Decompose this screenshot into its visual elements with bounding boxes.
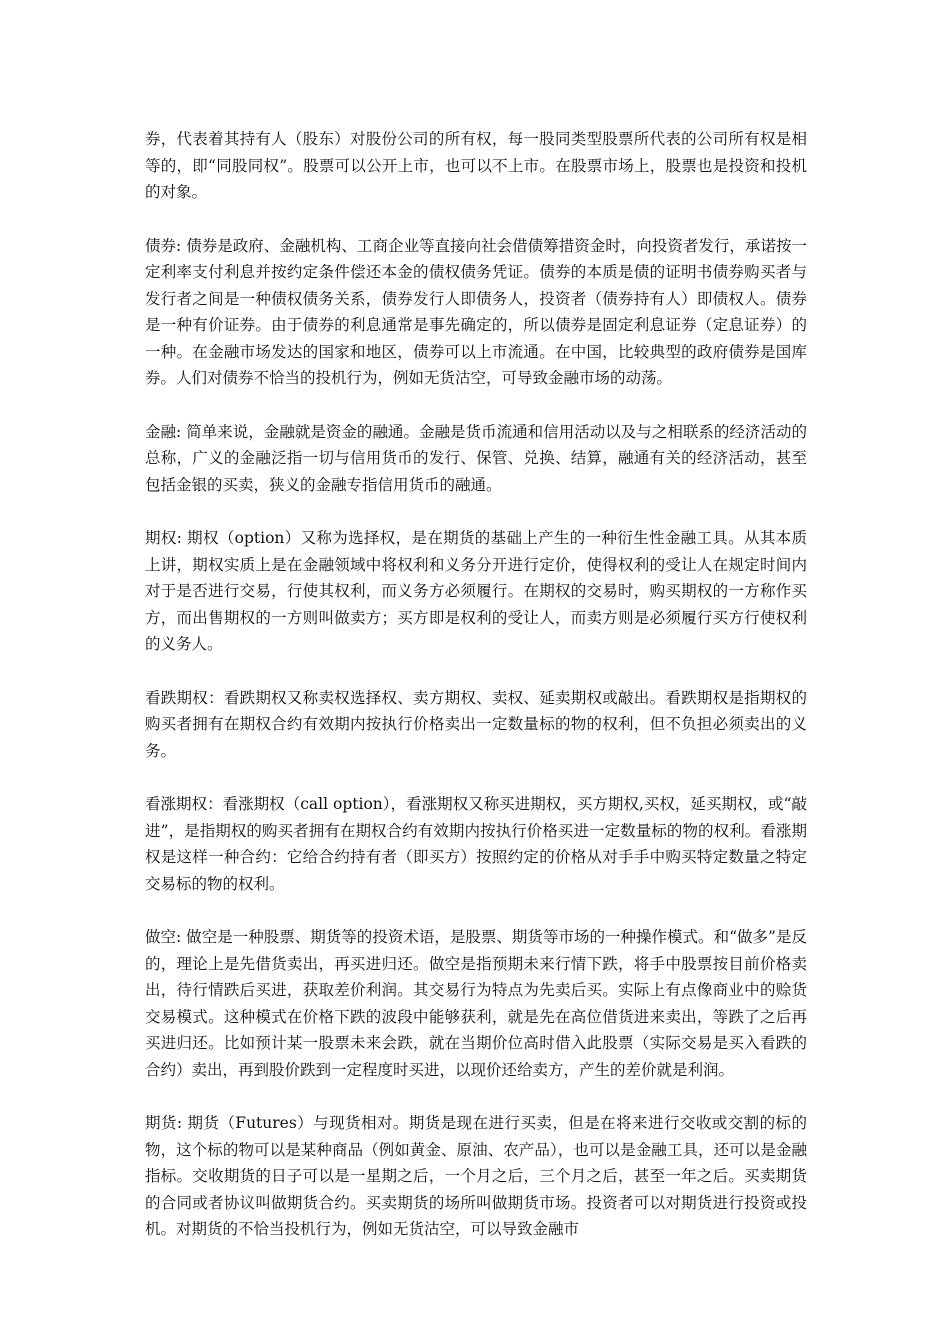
paragraph-short-selling: 做空: 做空是一种股票、期货等的投资术语，是股票、期货等市场的一种操作模式。和“做多”是反的，理论上是先借货卖出，再买进归还。做空是指预期未来行情下跌，将手中股票按目前价格卖出，待行情跌后买进，获取差价利润。其交易行为特点为先卖后买。实际上有点像商业中的赊货交易模式。这种模式在价格下跌的波段中能够获利，就是先在高位借货进来卖出，等跌了之后再买进归还。比如预计某一股票未来会跌，就在当期价位高时借入此股票（实际交易是买入看跌的合约）卖出，再到股价跌到一定程度时买进，以现价还给卖方，产生的差价就是利润。 [145, 928, 807, 1079]
document-body [145, 126, 807, 1270]
paragraph-put-option: 看跌期权：看跌期权又称卖权选择权、卖方期权、卖权、延卖期权或敲出。看跌期权是指期权的购买者拥有在期权合约有效期内按执行价格卖出一定数量标的物的权利，但不负担必须卖出的义务。 [145, 688, 807, 760]
paragraph-stock-continued: 券，代表着其持有人（股东）对股份公司的所有权，每一股同类型股票所代表的公司所有权是相等的，即“同股同权”。股票可以公开上市，也可以不上市。在股票市场上，股票也是投资和投机的对象。 [145, 130, 807, 201]
paragraph-bond: 债券: 债券是政府、金融机构、工商企业等直接向社会借债筹措资金时，向投资者发行，承诺按一定利率支付利息并按约定条件偿还本金的债权债务凭证。债券的本质是债的证明书债券购买者与发行者之间是一种债权债务关系，债券发行人即债务人，投资者（债券持有人）即债权人。债券是一种有价证券。由于债券的利息通常是事先确定的，所以债券是固定利息证券（定息证券）的一种。在金融市场发达的国家和地区，债券可以上市流通。在中国，比较典型的政府债券是国库券。人们对债券不恰当的投机行为，例如无货沽空，可导致金融市场的动荡。 [145, 236, 807, 387]
paragraph-option: 期权: 期权（option）又称为选择权，是在期货的基础上产生的一种衍生性金融工具。从其本质上讲，期权实质上是在金融领域中将权利和义务分开进行定价，使得权利的受让人在规定时间内对于是否进行交易，行使其权利，而义务方必须履行。在期权的交易时，购买期权的一方称作买方，而出售期权的一方则叫做卖方；买方即是权利的受让人，而卖方则是必须履行买方行使权利的义务人。 [145, 529, 807, 653]
paragraph-finance: 金融: 简单来说，金融就是资金的融通。金融是货币流通和信用活动以及与之相联系的经济活动的总称，广义的金融泛指一切与信用货币的发行、保管、兑换、结算，融通有关的经济活动，甚至包括金银的买卖，狭义的金融专指信用货币的融通。 [145, 422, 807, 494]
paragraph-call-option: 看涨期权：看涨期权（call option），看涨期权又称买进期权，买方期权,买权，延买期权，或“敲进”，是指期权的购买者拥有在期权合约有效期内按执行价格买进一定数量标的物的权利。看涨期权是这样一种合约：它给合约持有者（即买方）按照约定的价格从对手手中购买特定数量之特定交易标的物的权利。 [145, 795, 807, 893]
paragraph-futures: 期货: 期货（Futures）与现货相对。期货是现在进行买卖，但是在将来进行交收或交割的标的物，这个标的物可以是某种商品（例如黄金、原油、农产品），也可以是金融工具，还可以是金融指标。交收期货的日子可以是一星期之后，一个月之后，三个月之后，甚至一年之后。买卖期货的合同或者协议叫做期货合约。买卖期货的场所叫做期货市场。投资者可以对期货进行投资或投机。对期货的不恰当投机行为，例如无货沽空，可以导致金融市 [145, 1114, 807, 1238]
